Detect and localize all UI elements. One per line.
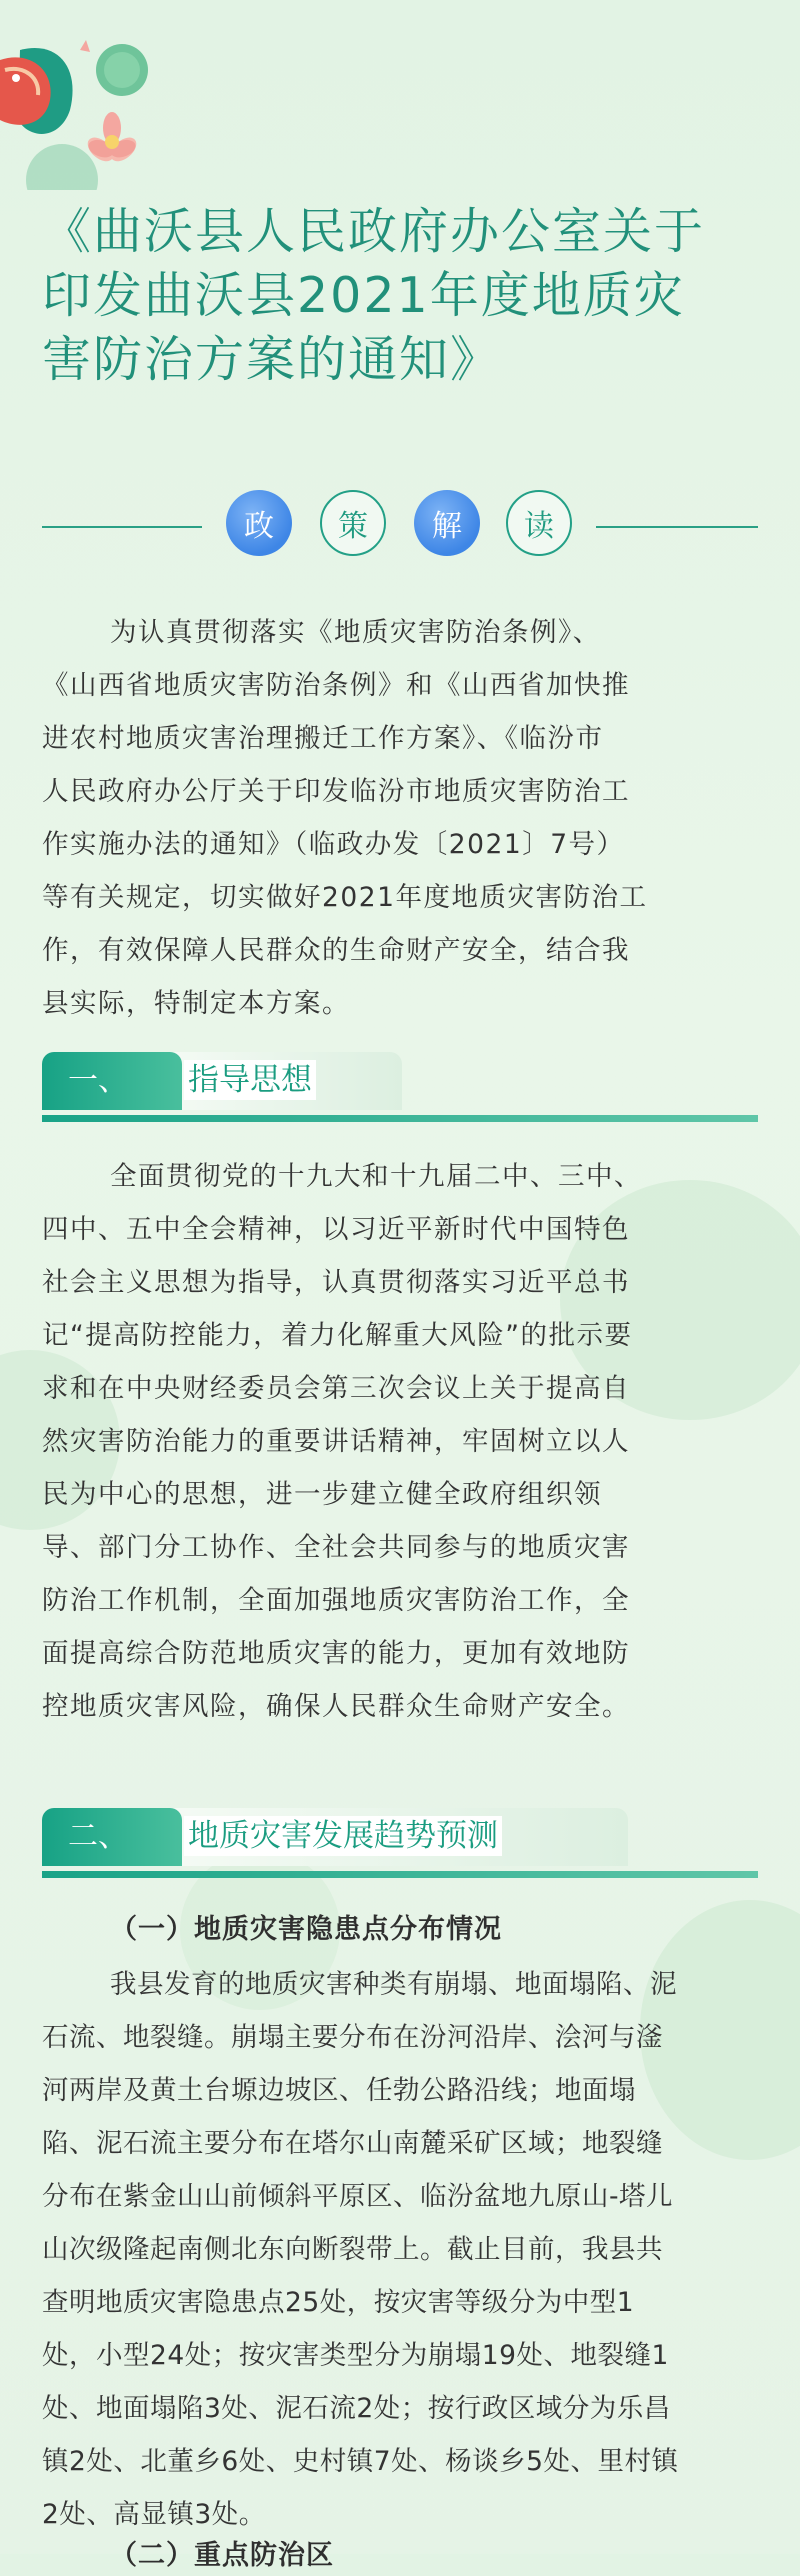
text-line: 为认真贯彻落实《地质灾害防治条例》、 — [110, 617, 601, 648]
text-line: 处、地面塌陷3处、泥石流2处；按行政区域分为乐昌 — [42, 2393, 671, 2424]
subheading-hazard-distribution: （一）地质灾害隐患点分布情况 — [110, 1914, 502, 1945]
text-line: 全面贯彻党的十九大和十九届二中、三中、 — [110, 1161, 642, 1192]
text-line: 导、部门分工协作、全社会共同参与的地质灾害 — [42, 1532, 630, 1563]
section-label-box — [162, 1052, 402, 1110]
text-line: 人民政府办公厅关于印发临汾市地质灾害防治工 — [42, 776, 630, 807]
text-line: 《山西省地质灾害防治条例》和《山西省加快推 — [42, 670, 630, 701]
text-line: 分布在紫金山山前倾斜平原区、临汾盆地九原山-塔儿 — [42, 2181, 674, 2212]
section-number: 一、 — [42, 1052, 182, 1110]
text-line: 山次级隆起南侧北东向断裂带上。截止目前，我县共 — [42, 2234, 663, 2265]
badge-jie: 解 — [414, 490, 480, 556]
badge-zheng: 政 — [226, 490, 292, 556]
section-rule — [42, 1871, 758, 1878]
text-line: 控地质灾害风险，确保人民群众生命财产安全。 — [42, 1691, 630, 1722]
text-line: 防治工作机制，全面加强地质灾害防治工作，全 — [42, 1585, 630, 1616]
section-number: 二、 — [42, 1808, 182, 1866]
badge-du: 读 — [506, 490, 572, 556]
text-line: 求和在中央财经委员会第三次会议上关于提高自 — [42, 1373, 630, 1404]
text-line: 作，有效保障人民群众的生命财产安全，结合我 — [42, 935, 630, 966]
text-line: 民为中心的思想，进一步建立健全政府组织领 — [42, 1479, 602, 1510]
lotus-koi-decoration-icon — [0, 30, 180, 190]
text-line: 镇2处、北董乡6处、史村镇7处、杨谈乡5处、里村镇 — [42, 2446, 679, 2477]
text-line: 石流、地裂缝。崩塌主要分布在汾河沿岸、浍河与滏 — [42, 2022, 663, 2053]
section-header-guiding-ideology — [42, 1050, 758, 1122]
text-line: 记“提高防控能力，着力化解重大风险”的批示要 — [42, 1320, 633, 1351]
divider-line — [42, 526, 202, 528]
section-label-box — [162, 1808, 628, 1866]
text-line: 社会主义思想为指导，认真贯彻落实习近平总书 — [42, 1267, 630, 1298]
page-title — [42, 200, 762, 392]
text-line: 查明地质灾害隐患点25处，按灾害等级分为中型1 — [42, 2287, 635, 2318]
section-title: 指导思想 — [184, 1060, 316, 1100]
text-line: 等有关规定，切实做好2021年度地质灾害防治工 — [42, 882, 648, 913]
badge-ce: 策 — [320, 490, 386, 556]
text-line: 面提高综合防范地质灾害的能力，更加有效地防 — [42, 1638, 630, 1669]
guiding-ideology-paragraph — [42, 1150, 758, 1733]
text-line: 县实际，特制定本方案。 — [42, 988, 350, 1019]
text-line: 进农村地质灾害治理搬迁工作方案》、《临汾市 — [42, 723, 604, 754]
text-line: 四中、五中全会精神，以习近平新时代中国特色 — [42, 1214, 630, 1245]
hazard-distribution-paragraph — [42, 1958, 758, 2541]
text-line: 河两岸及黄土台塬边坡区、任勃公路沿线；地面塌 — [42, 2075, 636, 2106]
policy-interpretation-badges — [0, 490, 800, 564]
text-line: 作实施办法的通知》（临政办发〔2021〕7号） — [42, 829, 625, 860]
subheading-key-prevention-areas: （二）重点防治区 — [110, 2540, 334, 2571]
intro-paragraph — [42, 606, 758, 1030]
section-title: 地质灾害发展趋势预测 — [184, 1816, 502, 1856]
text-line: 陷、泥石流主要分布在塔尔山南麓采矿区域；地裂缝 — [42, 2128, 663, 2159]
text-line: 处，小型24处；按灾害类型分为崩塌19处、地裂缝1 — [42, 2340, 669, 2371]
section-header-trend-forecast — [42, 1806, 758, 1878]
text-line: 2处、高显镇3处。 — [42, 2499, 266, 2530]
section-rule — [42, 1115, 758, 1122]
text-line: 然灾害防治能力的重要讲话精神，牢固树立以人 — [42, 1426, 630, 1457]
divider-line — [596, 526, 758, 528]
text-line: 我县发育的地质灾害种类有崩塌、地面塌陷、泥 — [110, 1969, 677, 2000]
title-line: 印发曲沃县2021年度地质灾 — [42, 267, 685, 324]
title-line: 《曲沃县人民政府办公室关于 — [42, 203, 706, 260]
title-line: 害防治方案的通知》 — [42, 331, 502, 388]
